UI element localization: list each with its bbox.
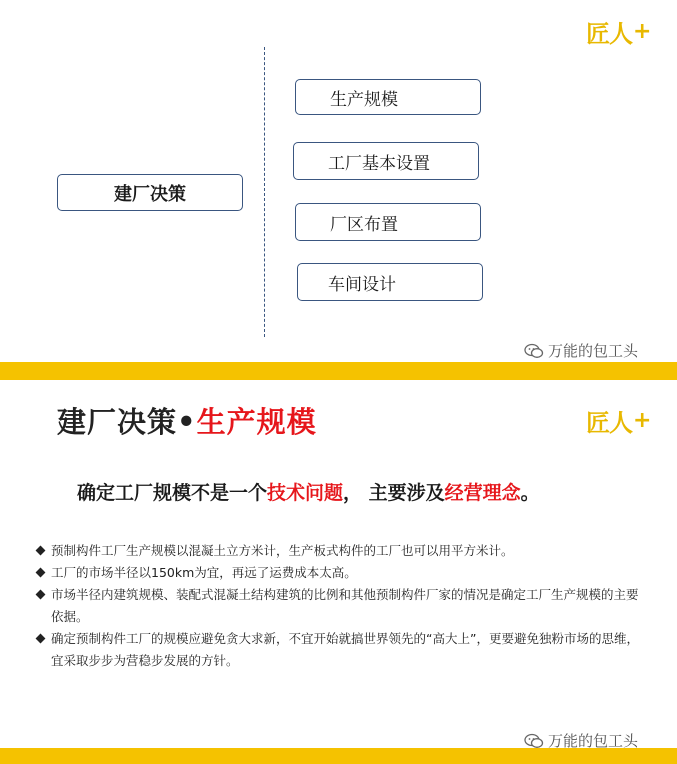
watermark — [524, 730, 638, 748]
statement-part: ， 主要涉及 — [343, 482, 445, 504]
slide-production-scale — [0, 380, 677, 748]
title-highlight: 生产规模 — [196, 405, 317, 439]
wechat-icon — [524, 733, 544, 749]
list-item-text: 市场半径内建筑规模、装配式混凝土结构建筑的比例和其他预制构件厂家的情况是确定工厂生产规模的主要依据。 — [51, 587, 639, 624]
diamond-bullet-icon — [36, 634, 46, 644]
branch-divider — [264, 47, 265, 337]
branch-node: 工厂基本设置 — [293, 142, 479, 180]
diamond-bullet-icon — [36, 590, 46, 600]
statement-part: 。 — [520, 482, 540, 504]
list-item-text: 确定预制构件工厂的规模应避免贪大求新，不宜开始就搞世界领先的“高大上”，更要避免独粉市场的思维，宜采取步步为营稳步发展的方针。 — [51, 631, 639, 668]
watermark — [524, 340, 638, 361]
list-item-text: 工厂的市场半径以150km为宜，再远了运费成本太高。 — [51, 565, 357, 580]
bullet-list — [34, 540, 644, 672]
logo-text: 匠人 — [586, 409, 632, 437]
watermark-text: 万能的包工头 — [548, 732, 639, 748]
branch-node: 车间设计 — [297, 263, 483, 301]
slide-decision-overview — [0, 0, 677, 362]
logo-plus: + — [633, 408, 651, 433]
brand-logo — [586, 403, 650, 438]
slide-separator — [0, 362, 677, 380]
page-title — [57, 400, 317, 441]
wechat-icon — [524, 343, 544, 359]
list-item — [34, 628, 644, 672]
list-item — [34, 562, 644, 584]
diamond-bullet-icon — [36, 568, 46, 578]
logo-text: 匠人 — [586, 20, 632, 48]
key-statement — [77, 478, 540, 505]
main-node: 建厂决策 — [57, 174, 243, 211]
diamond-bullet-icon — [36, 546, 46, 556]
watermark-text: 万能的包工头 — [548, 342, 639, 360]
list-item-text: 预制构件工厂生产规模以混凝土立方米计，生产板式构件的工厂也可以用平方米计。 — [51, 543, 514, 558]
logo-plus: + — [633, 19, 651, 44]
title-dot: • — [177, 405, 197, 439]
branch-node: 厂区布置 — [295, 203, 481, 241]
statement-part: 确定工厂规模不是一个 — [77, 482, 268, 504]
title-main: 建厂决策 — [57, 405, 178, 439]
list-item — [34, 540, 644, 562]
branch-node: 生产规模 — [295, 79, 481, 115]
brand-logo — [586, 14, 650, 49]
slide-separator — [0, 748, 677, 764]
list-item — [34, 584, 644, 628]
statement-highlight: 技术问题 — [267, 482, 344, 504]
statement-highlight: 经营理念 — [444, 482, 521, 504]
